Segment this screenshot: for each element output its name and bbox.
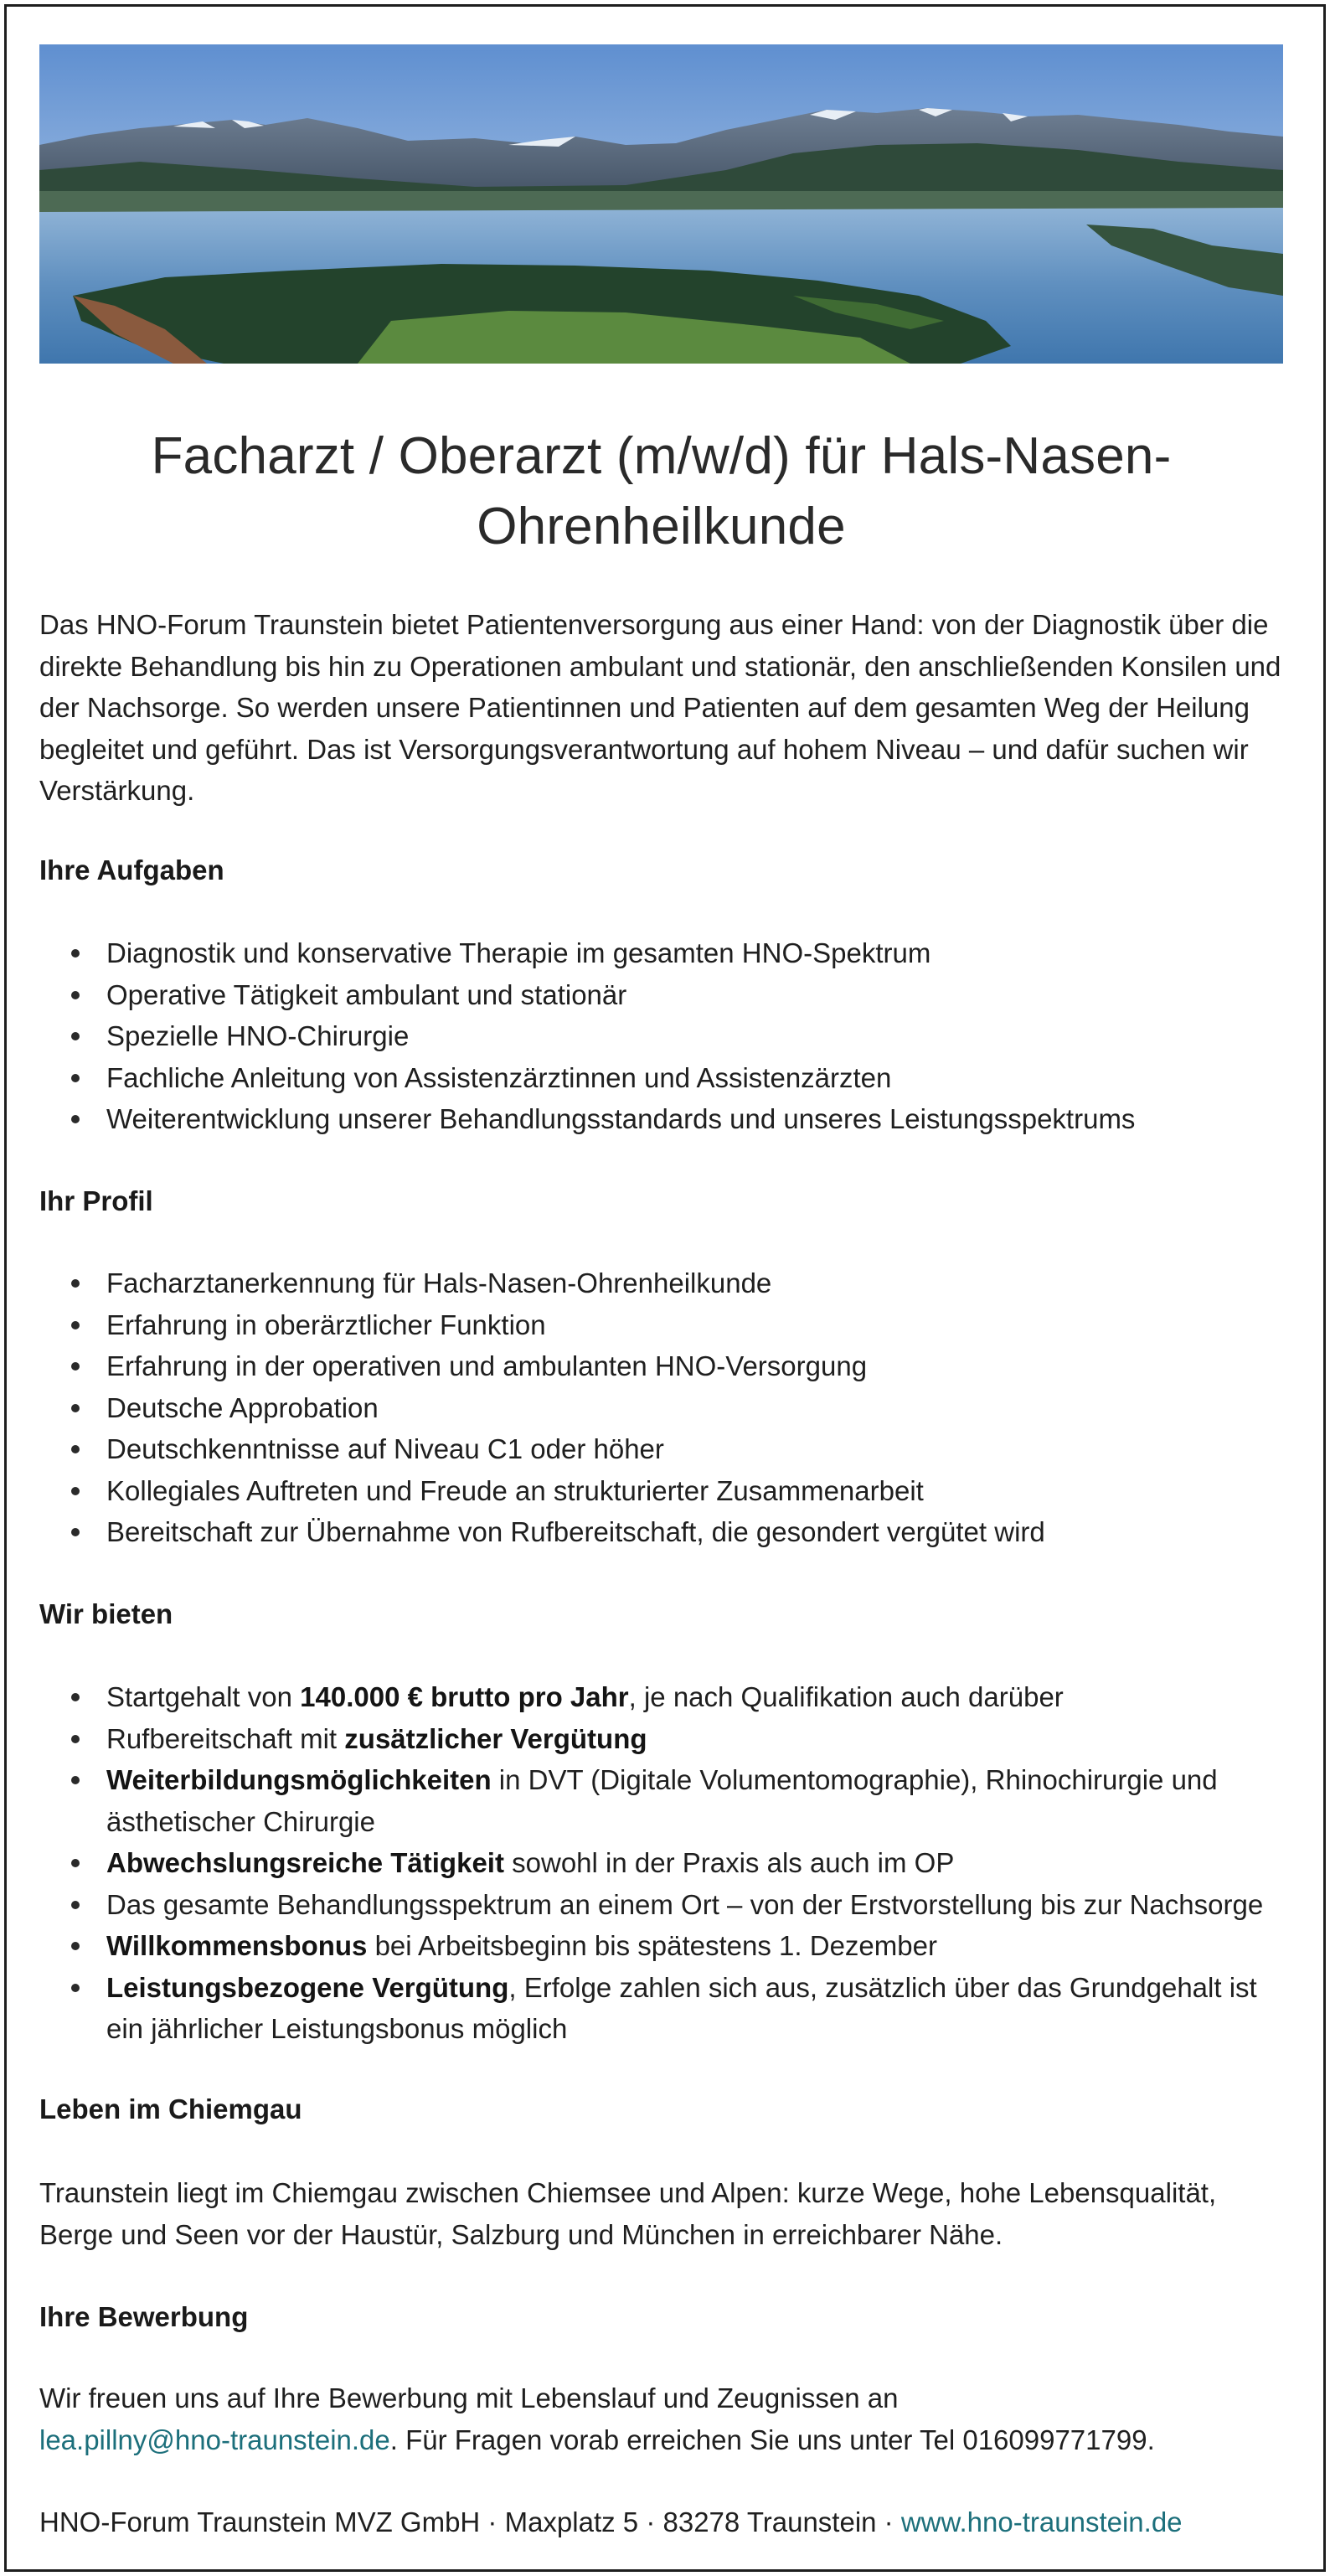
item-highlight: Willkommensbonus xyxy=(106,1930,368,1961)
list-item: Deutsche Approbation xyxy=(39,1387,1296,1429)
list-item: Weiterentwicklung unserer Behandlungsstandards und unseres Leistungsspektrums xyxy=(39,1098,1296,1140)
list-item: Spezielle HNO-Chirurgie xyxy=(39,1015,1296,1057)
hero-image xyxy=(39,44,1283,364)
list-item: Diagnostik und konservative Therapie im gesamten HNO-Spektrum xyxy=(39,932,1296,974)
bewerbung-text: . Für Fragen vorab erreichen Sie uns unter Tel 016099771799. xyxy=(389,2424,1155,2455)
website-link[interactable]: www.hno-traunstein.de xyxy=(900,2506,1183,2537)
item-text: Das gesamte Behandlungsspektrum an einem Ort – von der Erstvorstellung bis zur Nachsorge xyxy=(106,1888,1264,1920)
list-item: Facharztanerkennung für Hals-Nasen-Ohrenheilkunde xyxy=(39,1262,1296,1304)
leben-paragraph: Traunstein liegt im Chiemgau zwischen Chiemsee und Alpen: kurze Wege, hohe Lebensqualität, Berge und Seen vor der Haustür, Salzburg und München in erreichbarer Nähe. xyxy=(39,2177,1217,2250)
list-item: Bereitschaft zur Übernahme von Rufbereitschaft, die gesondert vergütet wird xyxy=(39,1511,1296,1553)
section-heading-aufgaben: Ihre Aufgaben xyxy=(39,854,224,885)
list-item: Erfahrung in oberärztlicher Funktion xyxy=(39,1304,1296,1346)
item-text: Startgehalt von xyxy=(106,1681,301,1712)
item-text: in DVT (Digitale Volumentomographie), Rhinochirurgie und ästhetischer Chirurgie xyxy=(106,1764,1218,1837)
footer-address: HNO-Forum Traunstein MVZ GmbH · Maxplatz 5 · 83278 Traunstein · xyxy=(39,2506,901,2537)
list-item xyxy=(39,1925,1296,1967)
item-text: sowohl in der Praxis als auch im OP xyxy=(503,1847,955,1878)
section-heading-bieten: Wir bieten xyxy=(39,1598,173,1629)
list-item xyxy=(39,1759,1296,1842)
list-item xyxy=(39,1718,1296,1760)
item-highlight: zusätzlicher Vergütung xyxy=(344,1722,647,1754)
bewerbung-paragraph xyxy=(39,2377,1287,2460)
section-heading-leben: Leben im Chiemgau xyxy=(39,2093,302,2124)
aufgaben-list xyxy=(39,932,1296,1140)
list-item: Operative Tätigkeit ambulant und stationär xyxy=(39,974,1296,1016)
list-item xyxy=(39,1676,1296,1718)
section-heading-bewerbung: Ihre Bewerbung xyxy=(39,2301,249,2332)
list-item xyxy=(39,1842,1296,1884)
footer xyxy=(39,2501,1287,2543)
list-item: Erfahrung in der operativen und ambulanten HNO-Versorgung xyxy=(39,1345,1296,1387)
profil-list xyxy=(39,1262,1296,1553)
list-item xyxy=(39,1884,1296,1926)
item-highlight: Abwechslungsreiche Tätigkeit xyxy=(106,1847,504,1878)
bewerbung-text: Wir freuen uns auf Ihre Bewerbung mit Lebenslauf und Zeugnissen an xyxy=(39,2382,899,2413)
item-text: , Erfolge zahlen sich aus, zusätzlich über das Grundgehalt ist ein jährlicher Leistungsbonus möglich xyxy=(106,1971,1257,2044)
page-title: Facharzt / Oberarzt (m/w/d) für Hals-Nasen-Ohrenheilkunde xyxy=(151,427,1172,555)
item-highlight: Weiterbildungsmöglichkeiten xyxy=(106,1764,492,1795)
item-text: bei Arbeitsbeginn bis spätestens 1. Dezember xyxy=(367,1930,937,1961)
item-text: Rufbereitschaft mit xyxy=(106,1722,345,1754)
section-heading-profil: Ihr Profil xyxy=(39,1185,153,1216)
bieten-list xyxy=(39,1676,1296,2050)
item-highlight: Leistungsbezogene Vergütung xyxy=(106,1971,509,2003)
lake-mountain-landscape-photo-icon xyxy=(39,44,1283,364)
item-text: , je nach Qualifikation auch darüber xyxy=(628,1681,1064,1712)
list-item: Fachliche Anleitung von Assistenzärztinnen und Assistenzärzten xyxy=(39,1057,1296,1099)
list-item: Kollegiales Auftreten und Freude an strukturierter Zusammenarbeit xyxy=(39,1470,1296,1512)
item-highlight: 140.000 € brutto pro Jahr xyxy=(300,1681,629,1712)
intro-paragraph: Das HNO-Forum Traunstein bietet Patientenversorgung aus einer Hand: von der Diagnostik über die direkte Behandlung bis hin zu Operationen ambulant und stationär, den anschließenden Konsilen und der Nachsorge. So werden unsere Patientinnen und Patienten auf dem gesamten Weg der Heilung begleitet und geführt. Das ist Versorgungsverantwortung auf hohem Niveau – und dafür suchen wir Verstärkung. xyxy=(39,609,1281,806)
list-item xyxy=(39,1967,1296,2050)
email-link[interactable]: lea.pillny@hno-traunstein.de xyxy=(39,2424,390,2455)
list-item: Deutschkenntnisse auf Niveau C1 oder höher xyxy=(39,1428,1296,1470)
